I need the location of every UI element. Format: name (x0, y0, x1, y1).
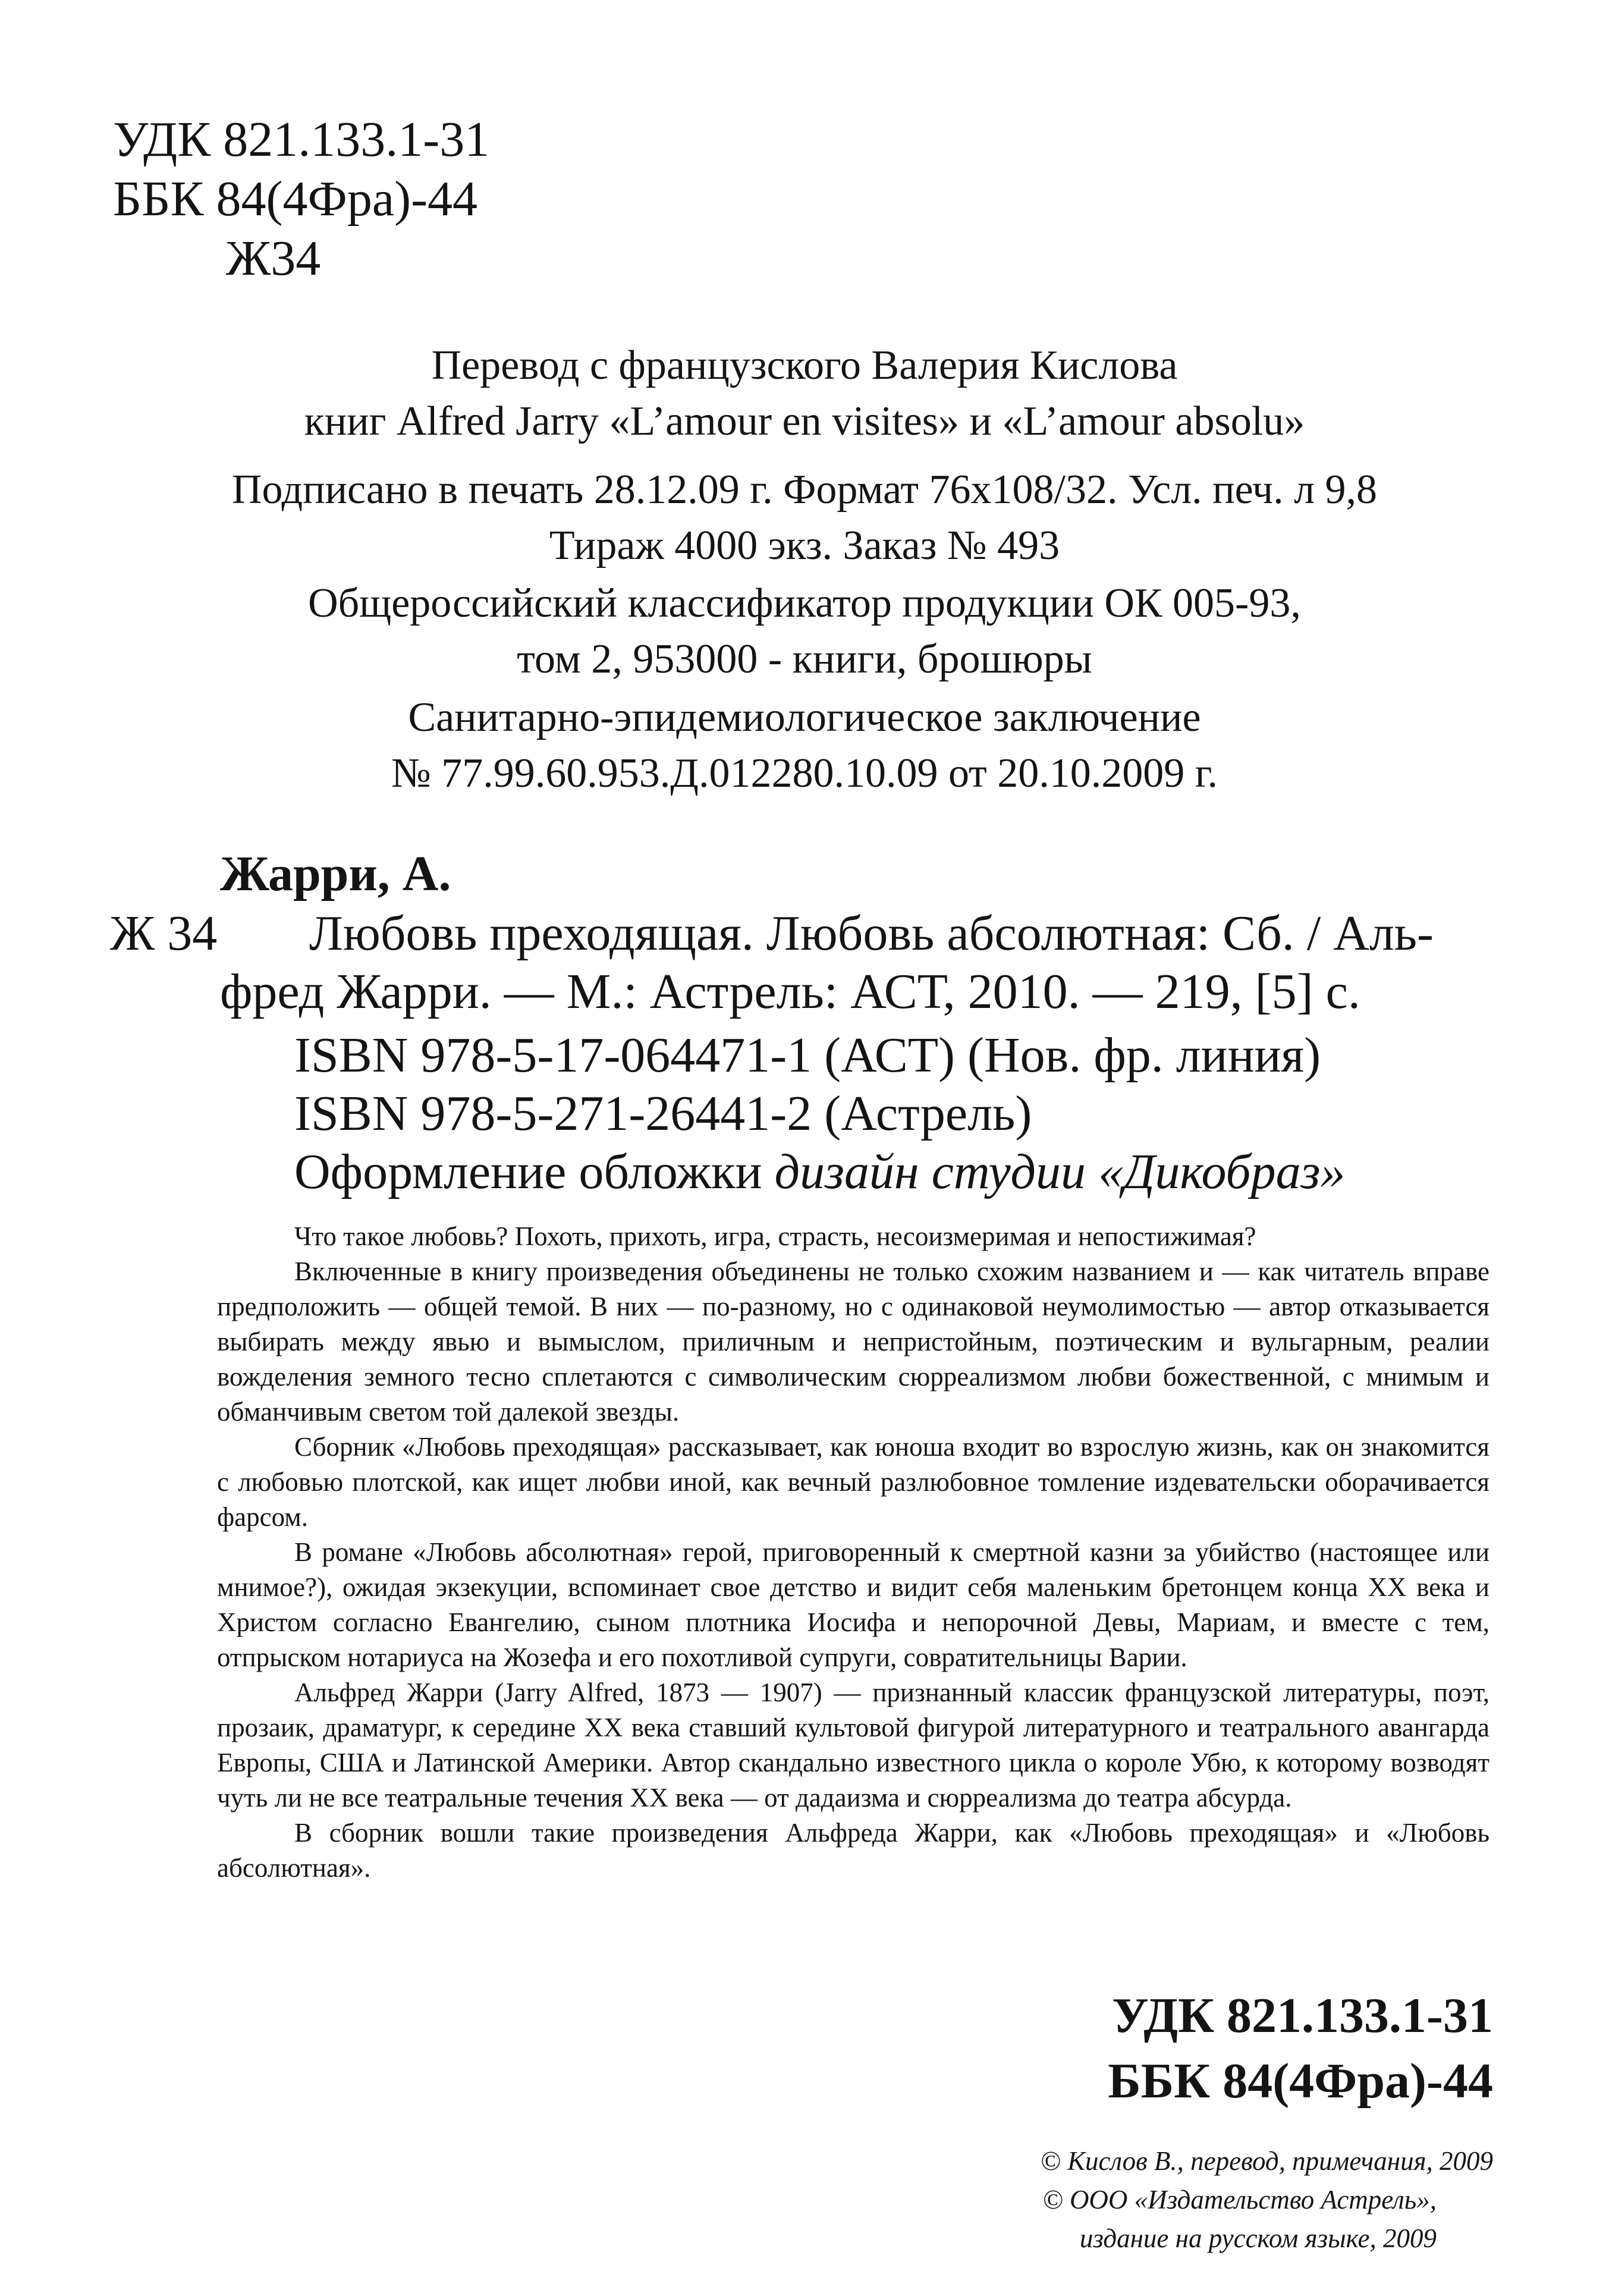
translation-line-2: книг Alfred Jarry «L’amour en visites» и «L’amour absolu» (304, 398, 1305, 444)
isbn-1: ISBN 978-5-17-064471-1 (АСТ) (Нов. фр. линия) (294, 1028, 1321, 1083)
classifier-line-2: том 2, 953000 - книги, брошюры (517, 636, 1092, 682)
print-info-line-1: Подписано в печать 28.12.09 г. Формат 76x108/32. Усл. печ. л 9,8 (231, 467, 1378, 513)
bbk-code-bottom: ББК 84(4Фра)-44 (1108, 2053, 1493, 2109)
cover-design-prefix: Оформление обложки (294, 1144, 775, 1199)
bib-author-heading: Жарри, А. (220, 846, 451, 902)
copyright-line-3: издание на русском языке, 2009 (1079, 2223, 1437, 2253)
print-info-line-2: Тираж 4000 экз. Заказ № 493 (549, 523, 1060, 568)
udk-code-bottom: УДК 821.133.1-31 (1112, 1988, 1493, 2043)
annotation-block (217, 1219, 1489, 1886)
sanitary-line-1: Санитарно-эпидемиологическое заключение (408, 695, 1201, 740)
sanitary-line-2: № 77.99.60.953.Д.012280.10.09 от 20.10.2009 г. (391, 750, 1218, 796)
bbk-code-top: ББК 84(4Фра)-44 (113, 171, 478, 227)
classifier-line-1: Общероссийский классификатор продукции ОК 005-93, (308, 580, 1301, 626)
bib-title-line-1: Любовь преходящая. Любовь абсолютная: Сб. / Аль- (309, 906, 1434, 961)
annotation-paragraph: В сборник вошли такие произведения Альфреда Жарри, как «Любовь преходящая» и «Любовь абсолютная». (217, 1818, 1489, 1883)
cover-design-studio: дизайн студии «Дикобраз» (774, 1144, 1346, 1199)
cover-design (294, 1142, 1345, 1202)
bib-mark: Ж 34 (110, 906, 218, 961)
translation-line-1: Перевод с французского Валерия Кислова (431, 343, 1178, 388)
annotation-paragraph: Что такое любовь? Похоть, прихоть, игра, страсть, несоизмеримая и непостижимая? (294, 1221, 1256, 1251)
bib-title-line-2: фред Жарри. — М.: Астрель: АСТ, 2010. — 219, [5] с. (220, 964, 1360, 1019)
isbn-2: ISBN 978-5-271-26441-2 (Астрель) (294, 1086, 1032, 1141)
annotation-paragraph: Сборник «Любовь преходящая» рассказывает, как юноша входит во взрослую жизнь, как он знакомится с любовью плотской, как ищет любви иной, как вечный разлюбовное томление издевательски оборачивается фарсом. (217, 1432, 1489, 1532)
author-mark-top: Ж34 (226, 231, 321, 286)
annotation-paragraph: В романе «Любовь абсолютная» герой, приговоренный к смертной казни за убийство (настоящее или мнимое?), ожидая экзекуции, вспоминает свое детство и видит себя маленьким бретонцем конца XX века и Христом согласно Евангелию, сыном плотника Иосифа и непорочной Девы, Мариам, и вместе с тем, отпрыском нотариуса на Жозефа и его похотливой супруги, совратительницы Варии. (217, 1537, 1489, 1672)
udk-code-top: УДК 821.133.1-31 (113, 112, 490, 167)
copyright-line-1: © Кислов В., перевод, примечания, 2009 (1040, 2146, 1493, 2176)
annotation-paragraph: Альфред Жарри (Jarry Alfred, 1873 — 1907) — признанный классик французской литературы, поэт, прозаик, драматург, к середине XX века ставший культовой фигурой литературного и театрального авангарда Европы, США и Латинской Америки. Автор скандально известного цикла о короле Убю, к которому возводят чуть ли не все театральные течения XX века — от дадаизма и сюрреализма до театра абсурда. (217, 1678, 1489, 1813)
copyright-line-2: © ООО «Издательство Астрель», (1042, 2185, 1437, 2215)
annotation-paragraph: Включенные в книгу произведения объединены не только схожим названием и — как читатель вправе предположить — общей темой. В них — по-разному, но с одинаковой неумолимостью — автор отказывается выбирать между явью и вымыслом, приличным и непристойным, поэтическим и вульгарным, реалии вожделения земного тесно сплетаются с символическим сюрреализмом любви божественной, с мнимым и обманчивым светом той далекой звезды. (217, 1257, 1489, 1427)
